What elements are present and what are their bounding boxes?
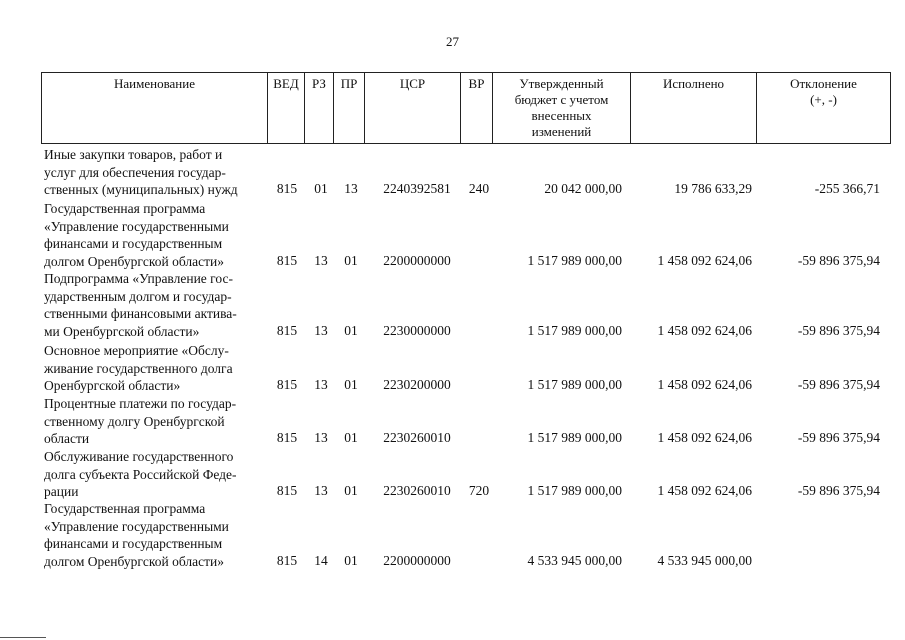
cell-budget: 4 533 945 000,00 (527, 553, 622, 568)
cell-ved: 815 (276, 377, 298, 392)
cell-pr: 01 (344, 553, 358, 568)
cell-executed: 1 458 092 624,06 (657, 253, 752, 268)
cell-ved: 815 (276, 253, 298, 268)
cell-rz: 13 (314, 253, 328, 268)
header-pr: ПР (333, 72, 364, 144)
cell-ved: 815 (276, 181, 298, 196)
row-name-line: ударственным долгом и государ- (44, 288, 232, 304)
cell-executed: 1 458 092 624,06 (657, 377, 752, 392)
row-name-line: долга субъекта Российской Феде- (44, 466, 237, 482)
cell-csr: 2230260010 (383, 430, 451, 445)
header-deviation-line: Отклонение (790, 76, 857, 91)
row-name-line: ственных (муниципальных) нужд (44, 182, 238, 197)
cell-csr: 2200000000 (383, 553, 451, 568)
cell-rz: 13 (314, 377, 328, 392)
cell-executed: 1 458 092 624,06 (657, 483, 752, 498)
cell-deviation: -255 366,71 (814, 181, 880, 196)
row-name-line: Государственная программа (44, 201, 206, 216)
cell-rz: 13 (314, 430, 328, 445)
cell-budget: 1 517 989 000,00 (527, 253, 622, 268)
cell-budget: 1 517 989 000,00 (527, 483, 622, 498)
cell-executed: 1 458 092 624,06 (657, 430, 752, 445)
row-name-line: рации (44, 484, 79, 499)
header-name: Наименование (41, 72, 267, 144)
row-name (44, 146, 270, 199)
row-name-line: долгом Оренбургской области» (44, 253, 224, 269)
cell-rz: 14 (314, 553, 328, 568)
cell-deviation: -59 896 375,94 (797, 430, 880, 445)
row-name (44, 500, 270, 570)
cell-deviation: -59 896 375,94 (797, 377, 880, 392)
cell-deviation: -59 896 375,94 (797, 253, 880, 268)
header-deviation-line: (+, -) (810, 92, 837, 107)
cell-budget: 1 517 989 000,00 (527, 377, 622, 392)
row-name (44, 200, 270, 270)
cell-executed: 4 533 945 000,00 (657, 553, 752, 568)
row-name-line: «Управление государственными (44, 218, 229, 234)
header-executed: Исполнено (630, 72, 756, 144)
row-name-line: финансами и государственным (44, 536, 223, 551)
cell-executed: 1 458 092 624,06 (657, 323, 752, 338)
cell-csr: 2230000000 (383, 323, 451, 338)
row-name-line: Иные закупки товаров, работ и (44, 147, 223, 162)
footnote-rule (0, 637, 46, 638)
row-name-line: финансами и государственным (44, 236, 223, 251)
row-name-line: Процентные платежи по государ- (44, 396, 237, 411)
cell-ved: 815 (276, 323, 298, 338)
row-name-line: услуг для обеспечения государ- (44, 164, 226, 180)
cell-csr: 2230200000 (383, 377, 451, 392)
row-name-line: области (44, 431, 90, 446)
header-budget-line: внесенных (531, 108, 592, 123)
cell-budget: 20 042 000,00 (544, 181, 622, 196)
row-name-line: «Управление государственными (44, 518, 229, 534)
row-name (44, 342, 270, 395)
row-name (44, 395, 270, 448)
cell-pr: 01 (344, 253, 358, 268)
cell-pr: 01 (344, 323, 358, 338)
header-rz: РЗ (304, 72, 333, 144)
row-name-line: ственному долгу Оренбургской (44, 413, 225, 429)
row-name-line: ственными финансовыми актива- (44, 306, 237, 321)
row-name-line: Подпрограмма «Управление гос- (44, 271, 233, 286)
row-name-line: Государственная программа (44, 501, 206, 516)
row-name-line: Оренбургской области» (44, 378, 181, 393)
header-budget-line: изменений (531, 124, 592, 139)
header-csr: ЦСР (364, 72, 460, 144)
table-header (41, 72, 891, 144)
cell-pr: 01 (344, 430, 358, 445)
cell-vr: 720 (468, 483, 490, 498)
cell-rz: 13 (314, 483, 328, 498)
cell-ved: 815 (276, 483, 298, 498)
header-budget (492, 72, 630, 144)
cell-pr: 01 (344, 377, 358, 392)
row-name-line: живание государственного долга (44, 360, 233, 376)
cell-budget: 1 517 989 000,00 (527, 430, 622, 445)
cell-pr: 13 (344, 181, 358, 196)
row-name-line: Основное мероприятие «Обслу- (44, 343, 229, 358)
row-name (44, 270, 270, 340)
cell-csr: 2240392581 (383, 181, 451, 196)
header-vr: ВР (460, 72, 492, 144)
cell-budget: 1 517 989 000,00 (527, 323, 622, 338)
cell-deviation: -59 896 375,94 (797, 323, 880, 338)
header-budget-line: бюджет с учетом (514, 92, 609, 107)
cell-executed: 19 786 633,29 (674, 181, 752, 196)
cell-deviation: -59 896 375,94 (797, 483, 880, 498)
page-number: 27 (446, 34, 459, 49)
row-name-line: ми Оренбургской области» (44, 323, 200, 339)
header-deviation (756, 72, 891, 144)
cell-rz: 01 (314, 181, 328, 196)
cell-ved: 815 (276, 553, 298, 568)
cell-vr: 240 (468, 181, 490, 196)
cell-rz: 13 (314, 323, 328, 338)
header-ved: ВЕД (267, 72, 304, 144)
header-budget-line: Утвержденный (519, 76, 604, 91)
row-name-line: Обслуживание государственного (44, 449, 234, 464)
cell-pr: 01 (344, 483, 358, 498)
cell-csr: 2200000000 (383, 253, 451, 268)
cell-ved: 815 (276, 430, 298, 445)
row-name-line: долгом Оренбургской области» (44, 553, 224, 569)
cell-csr: 2230260010 (383, 483, 451, 498)
row-name (44, 448, 270, 501)
